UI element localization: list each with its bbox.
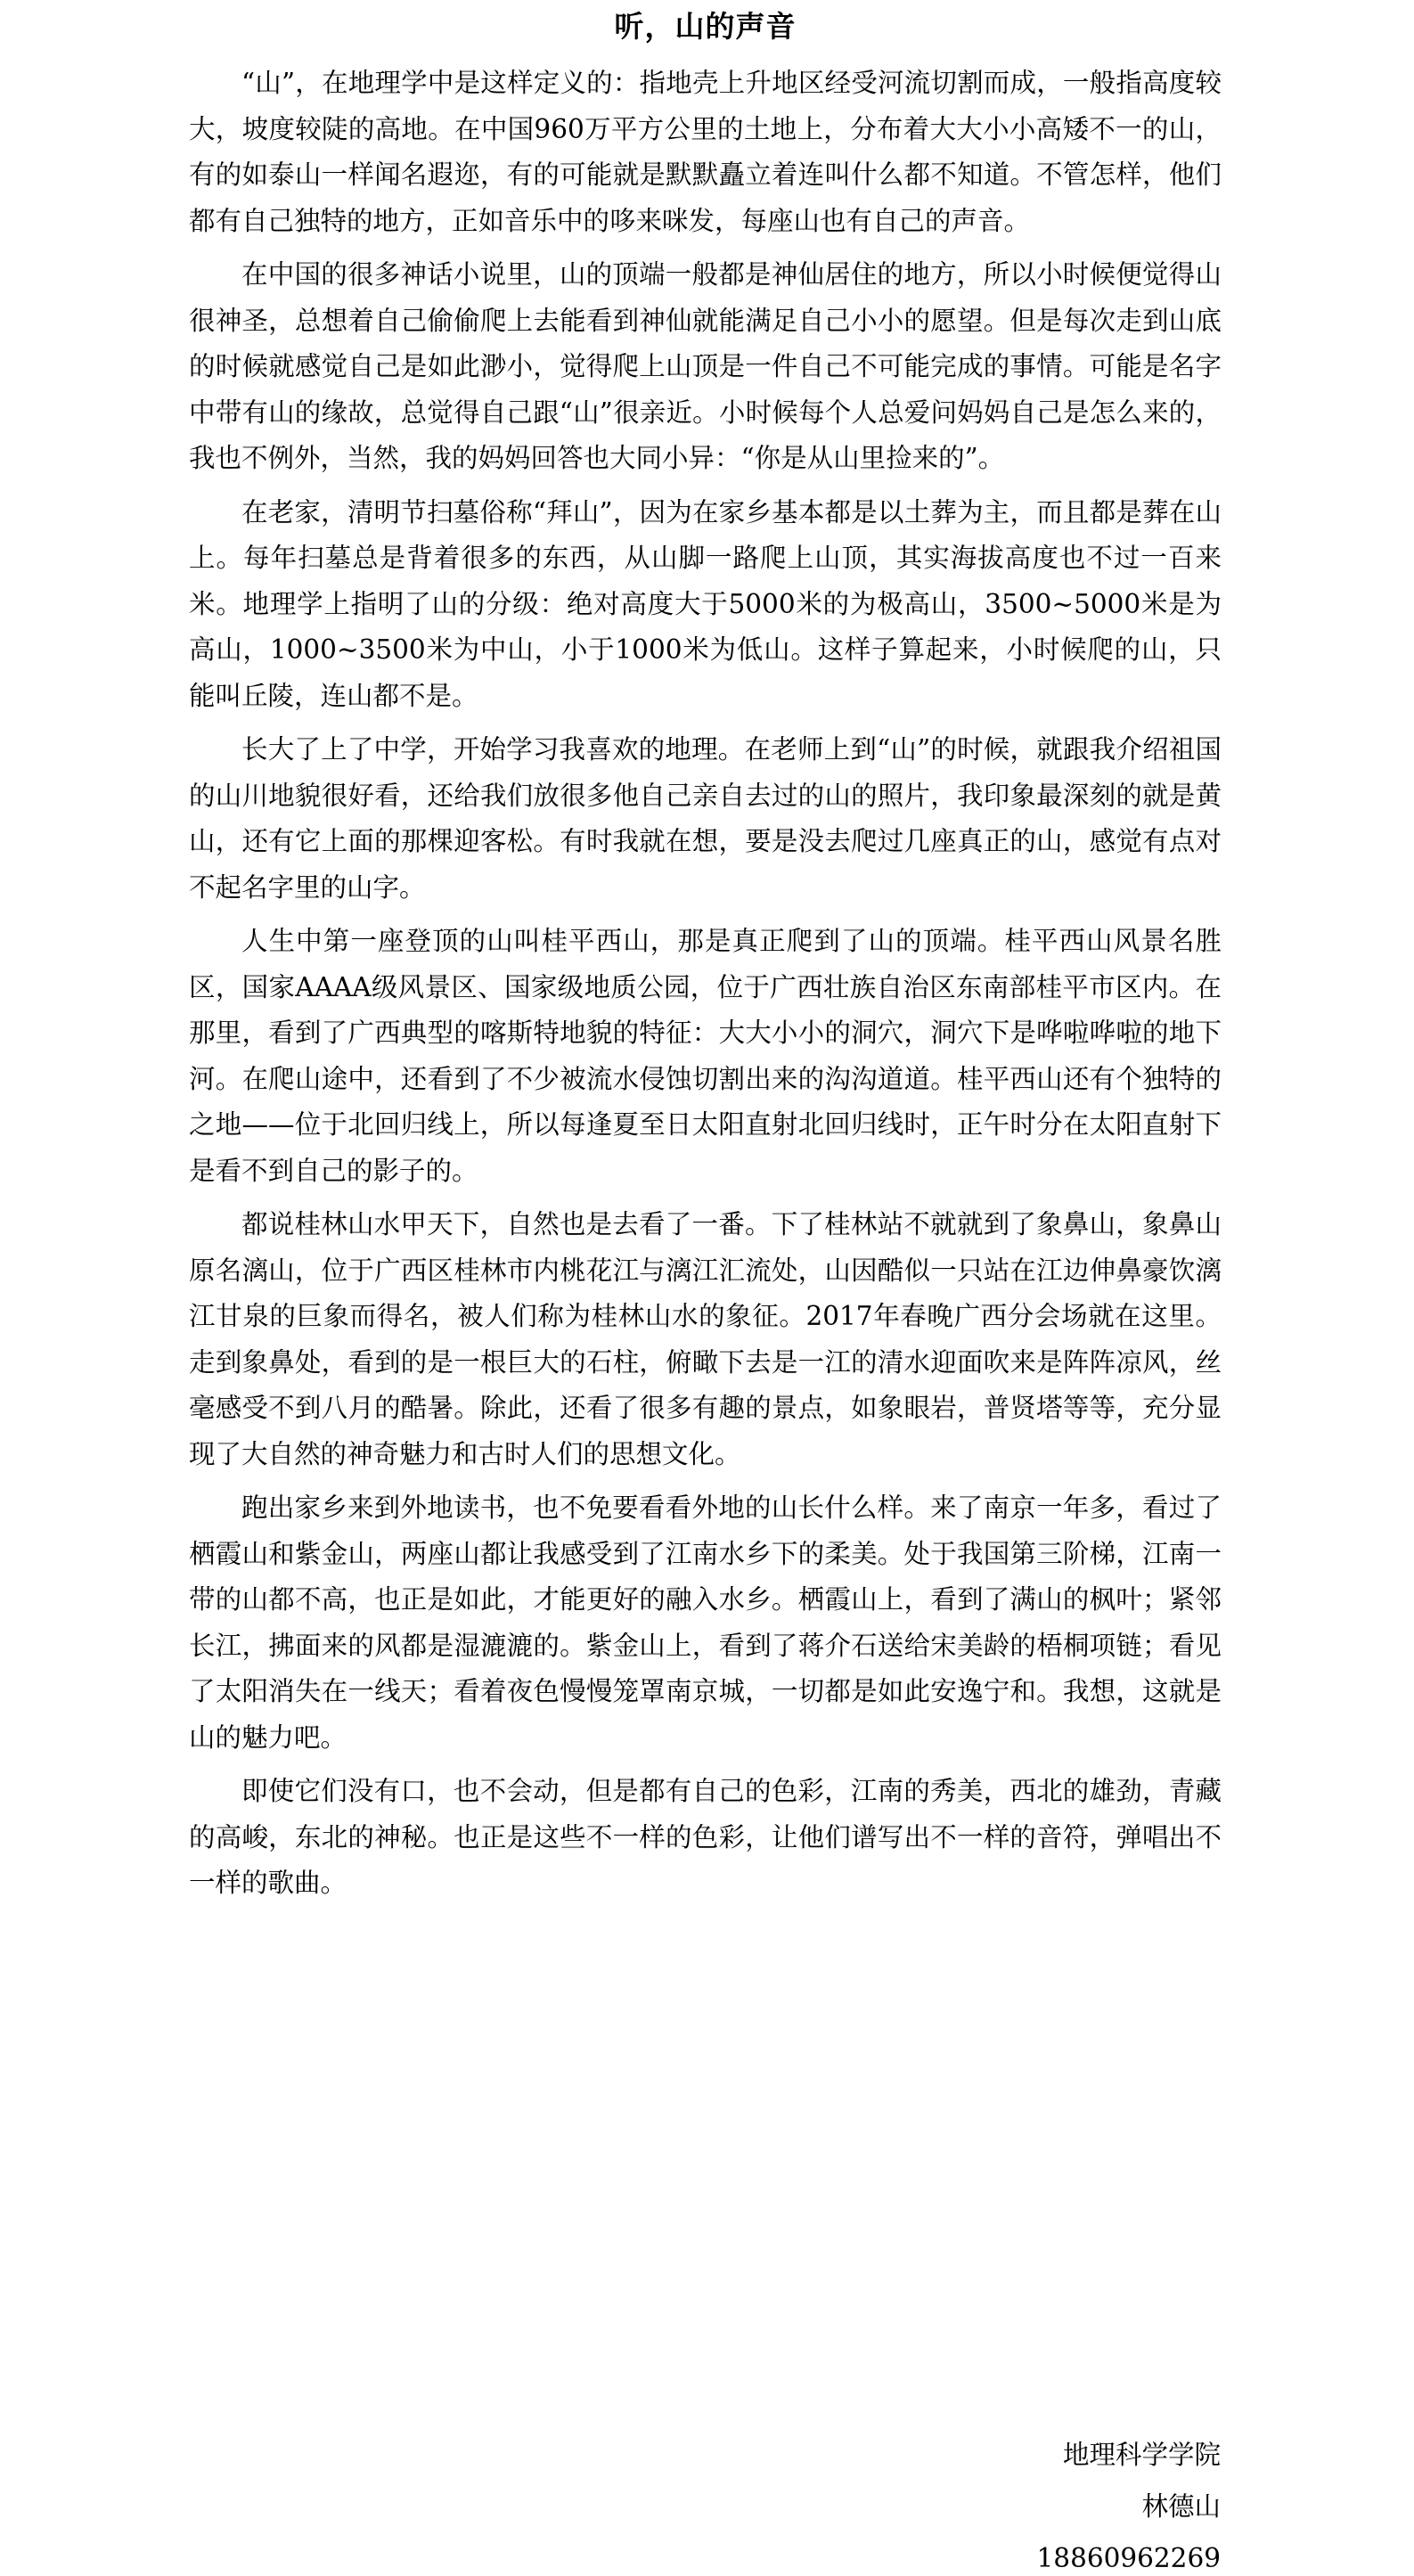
paragraph-2: 在中国的很多神话小说里，山的顶端一般都是神仙居住的地方，所以小时候便觉得山很神圣，总想着自己偷偷爬上去能看到神仙就能满足自己小小的愿望。但是每次走到山底的时候就感觉自己是如此渺小，觉得爬上山顶是一件自己不可能完成的事情。可能是名字中带有山的缘故，总觉得自己跟“山”很亲近。小时候每个人总爱问妈妈自己是怎么来的，我也不例外，当然，我的妈妈回答也大同小异：“你是从山里捡来的”。 — [189, 259, 1222, 473]
paragraph-6: 都说桂林山水甲天下，自然也是去看了一番。下了桂林站不就就到了象鼻山，象鼻山原名漓山，位于广西区桂林市内桃花江与漓江汇流处，山因酷似一只站在江边伸鼻豪饮漓江甘泉的巨象而得名，被人们称为桂林山水的象征。2017年春晚广西分会场就在这里。走到象鼻处，看到的是一根巨大的石柱，俯瞰下去是一江的清水迎面吹来是阵阵凉风，丝毫感受不到八月的酷暑。除此，还看了很多有趣的景点，如象眼岩，普贤塔等等，充分显现了大自然的神奇魅力和古时人们的思想文化。 — [189, 1209, 1222, 1469]
paragraph-8: 即使它们没有口，也不会动，但是都有自己的色彩，江南的秀美，西北的雄劲，青藏的高峻，东北的神秘。也正是这些不一样的色彩，让他们谱写出不一样的音符，弹唱出不一样的歌曲。 — [189, 1776, 1222, 1898]
signature-author: 林德山 — [1141, 2491, 1221, 2522]
paragraph-7: 跑出家乡来到外地读书，也不免要看看外地的山长什么样。来了南京一年多，看过了栖霞山和紫金山，两座山都让我感受到了江南水乡下的柔美。处于我国第三阶梯，江南一带的山都不高，也正是如此，才能更好的融入水乡。栖霞山上，看到了满山的枫叶；紧邻长江，拂面来的风都是湿漉漉的。紫金山上，看到了蒋介石送给宋美龄的梧桐项链；看见了太阳消失在一线天；看着夜色慢慢笼罩南京城，一切都是如此安逸宁和。我想，这就是山的魅力吧。 — [189, 1492, 1222, 1753]
essay-title: 听，山的声音 — [614, 9, 797, 44]
paragraph-4: 长大了上了中学，开始学习我喜欢的地理。在老师上到“山”的时候，就跟我介绍祖国的山川地貌很好看，还给我们放很多他自己亲自去过的山的照片，我印象最深刻的就是黄山，还有它上面的那棵迎客松。有时我就在想，要是没去爬过几座真正的山，感觉有点对不起名字里的山字。 — [189, 734, 1222, 903]
signature-phone: 18860962269 — [1036, 2543, 1221, 2573]
paragraph-5: 人生中第一座登顶的山叫桂平西山，那是真正爬到了山的顶端。桂平西山风景名胜区，国家AAAA级风景区、国家级地质公园，位于广西壮族自治区东南部桂平市区内。在那里，看到了广西典型的喀斯特地貌的特征：大大小小的洞穴，洞穴下是哗啦哗啦的地下河。在爬山途中，还看到了不少被流水侵蚀切割出来的沟沟道道。桂平西山还有个独特的之地——位于北回归线上，所以每逢夏至日太阳直射北回归线时，正午时分在太阳直射下是看不到自己的影子的。 — [189, 926, 1222, 1186]
signature-school: 地理科学学院 — [1062, 2440, 1221, 2470]
paragraph-3: 在老家，清明节扫墓俗称“拜山”，因为在家乡基本都是以土葬为主，而且都是葬在山上。每年扫墓总是背着很多的东西，从山脚一路爬上山顶，其实海拔高度也不过一百来米。地理学上指明了山的分级：绝对高度大于5000米的为极高山，3500~5000米是为高山，1000~3500米为中山，小于1000米为低山。这样子算起来，小时候爬的山，只能叫丘陵，连山都不是。 — [189, 496, 1222, 711]
paragraph-1: “山”，在地理学中是这样定义的：指地壳上升地区经受河流切割而成，一般指高度较大，坡度较陡的高地。在中国960万平方公里的土地上，分布着大大小小高矮不一的山，有的如泰山一样闻名遐迩，有的可能就是默默矗立着连叫什么都不知道。不管怎样，他们都有自己独特的地方，正如音乐中的哆来咪发，每座山也有自己的声音。 — [189, 68, 1222, 236]
